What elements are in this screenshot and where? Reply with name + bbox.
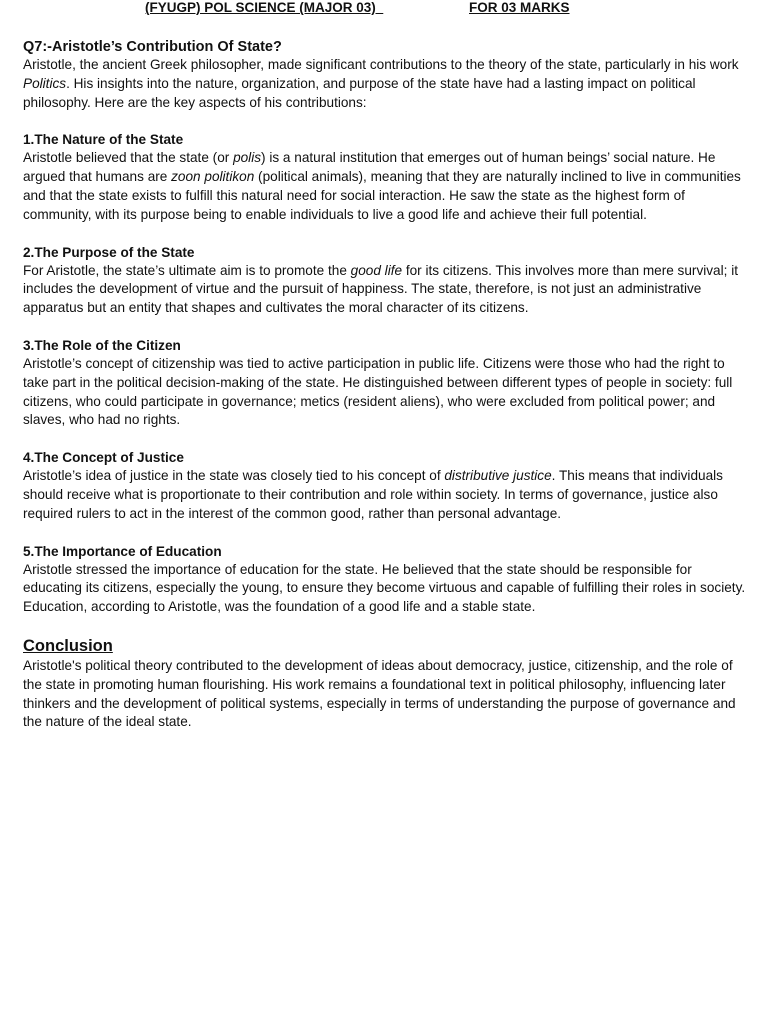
intro-text: Aristotle, the ancient Greek philosopher, made significant contributions to the theory of the state, particularly in his work <box>23 57 739 72</box>
intro-italic-politics: Politics <box>23 75 67 91</box>
italic-term-good-life: good life <box>350 262 403 278</box>
section-concept-of-justice <box>23 448 751 523</box>
section-paragraph <box>23 262 751 318</box>
section-text: Aristotle believed that the state (or <box>23 150 234 166</box>
conclusion-title: Conclusion <box>23 636 113 655</box>
document-body <box>23 38 751 732</box>
section-title: 5.The Importance of Education <box>23 543 222 559</box>
section-text: (political animals), meaning that they are naturally inclined to live in communities and that the state exists to fulfill this natural need for social interaction. He saw the state as the highest form of community, with its purpose being to enable individuals to live a good life and achieve their full potential. <box>23 169 741 222</box>
conclusion-paragraph: Aristotle's political theory contributed to the development of ideas about democracy, justice, citizenship, and the role of the state in promoting human flourishing. His work remains a foundational text in political philosophy, influencing later thinkers and the development of political systems, especially in terms of understanding the purpose of governance and the nature of the ideal state. <box>23 657 736 730</box>
section-paragraph <box>23 467 751 523</box>
section-text: ) is a natural institution that emerges out of human beings’ social nature. He argued that humans are <box>23 150 716 185</box>
question-title: Q7:-Aristotle’s Contribution Of State? <box>23 39 282 55</box>
section-text: . This means that individuals should receive what is proportionate to their contribution and role within society. In terms of governance, justice also required rulers to act in the interest of the common good, rather than personal advantage. <box>23 468 723 521</box>
section-purpose-of-state <box>23 243 751 318</box>
section-text: for its citizens. This involves more than mere survival; it includes the development of virtue and the pursuit of happiness. The state, therefore, is not just an administrative apparatus but an entity that shapes and cultivates the moral character of its citizens. <box>23 262 738 316</box>
section-importance-of-education <box>23 542 751 617</box>
marks-header: FOR 03 MARKS <box>469 0 570 15</box>
section-title: 4.The Concept of Justice <box>23 450 184 466</box>
section-title: 1.The Nature of the State <box>23 132 184 148</box>
conclusion-section <box>23 635 751 732</box>
section-title: 3.The Role of the Citizen <box>23 337 181 353</box>
intro-text: . His insights into the nature, organization, and purpose of the state have had a lasting impact on political philosophy. Here are the key aspects of his contributions: <box>23 75 696 110</box>
section-title: 2.The Purpose of the State <box>23 244 195 260</box>
italic-term-distributive-justice: distributive justice <box>444 468 552 484</box>
italic-term-polis: polis <box>233 150 262 166</box>
section-role-of-citizen <box>23 336 751 430</box>
section-paragraph: Aristotle stressed the importance of education for the state. He believed that the state should be responsible for educating its citizens, especially the young, to ensure they become virtuous and capable of fulfilling their roles in society. Education, according to Aristotle, was the foundation of a good life and a stable state. <box>23 561 746 615</box>
intro-paragraph <box>23 56 751 112</box>
section-paragraph: Aristotle’s concept of citizenship was tied to active participation in public life. Citizens were those who had the right to take part in the political decision-making of the state. He distinguished between different types of people in society: full citizens, who could participate in governance; metics (resident aliens), who were excluded from political power; and slaves, who had no rights. <box>23 355 733 428</box>
section-text: Aristotle’s idea of justice in the state was closely tied to his concept of <box>23 468 445 484</box>
italic-term-zoon-politikon: zoon politikon <box>171 169 255 185</box>
course-header: (FYUGP) POL SCIENCE (MAJOR 03) <box>145 0 384 15</box>
section-nature-of-state <box>23 130 751 224</box>
section-text: For Aristotle, the state’s ultimate aim is to promote the <box>23 262 351 278</box>
section-paragraph <box>23 149 751 224</box>
